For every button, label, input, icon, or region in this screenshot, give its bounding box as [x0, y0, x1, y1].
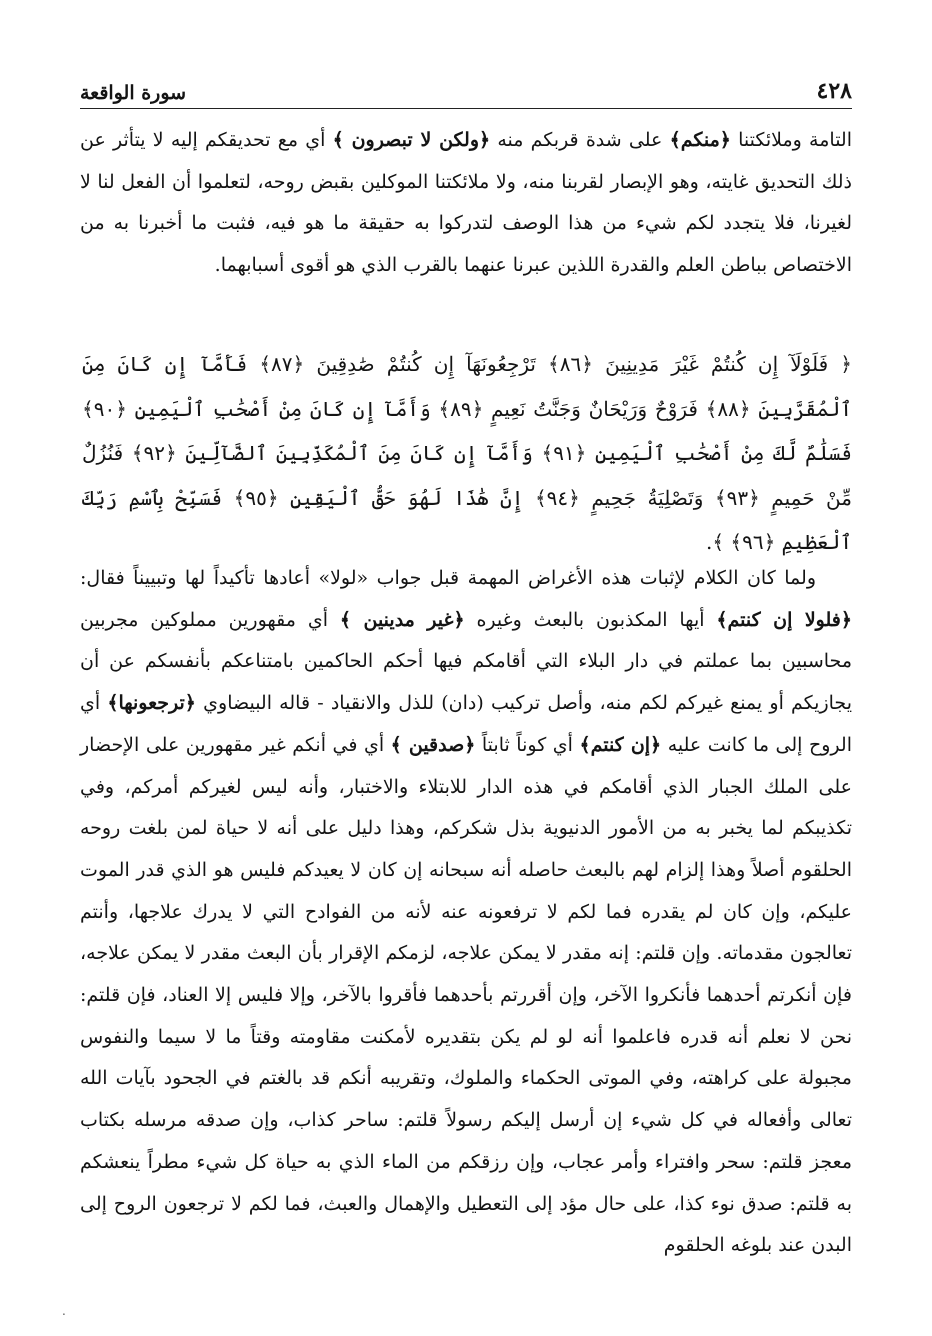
paragraph-text	[80, 558, 852, 1267]
surah-title: سورة الواقعة	[80, 82, 187, 104]
quran-quote: ﴿ترجعونها﴾	[107, 692, 196, 715]
text-run: أي مع تحديقكم إليه لا يتأثر عن ذلك التحديق غايته، وهو الإبصار لقربنا منه، ولا ملائكتنا الموكلين بقبض روحه، لتعلموا أن الفعل لنا لا لغيرنا، فلا يتجدد لكم شيء من هذا الوصف لتدركوا به حقيقة ما هو فيه، فثبت ما أخبرنا به من الاختصاص بباطن العلم والقدرة اللذين عبرنا عنهما بالقرب الذي هو أقوى أسبابهما.	[80, 129, 852, 277]
header-rule	[80, 108, 852, 109]
text-run: أي في أنكم غير مقهورين على الإحضار على الملك الجبار الذي أقامكم في هذه الدار للابتلاء والاختبار، وأنه ليس لغيركم أمركم، وفي تكذيبكم لما يخبر به من الأمور الدنيوية بذل شكركم، وهذا دليل على أنه لا حياة لمن بلغت روحه الحلقوم أصلاً وهذا إلزام لهم بالبعث حاصله أنه سبحانه إن كان لا يعيدكم فليس هو الذي قدر الموت عليكم، وإن كان لم يقدره فما لكم لا ترفعونه عنه لأنه من الفوادح التي لا يدرك علاجها، وأنتم تعالجون مقدماته. وإن قلتم: إنه مقدر لا يمكن علاجه، لزمكم الإقرار بأن البعث مقدر لا يمكن علاجه، فإن أنكرتم أحدهما فأنكروا الآخر، وإن أقررتم بأحدهما فأقروا بالآخر، وإلا فليس إلا العناد، فإن قلتم: نحن لا نعلم أنه قدره فاعلموا أنه لو لم يكن بتقديره لأمكنت مقاومته وقتاً ما لا سيما والنفوس مجبولة على كراهته، وفي الموتى الحكماء والملوك، وتقريبه أنكم قد بالغتم في الجحود بآيات الله تعالى وأفعاله في كل شيء إن أرسل إليكم رسولاً قلتم: ساحر كذاب، وإن صدقه مرسله بكتاب معجز قلتم: سحر وافتراء وأمر عجاب، وإن رزقكم من الماء الذي به حياة كل شيء مطراً ينعشكم به قلتم: صدق نوء كذا، على حال مؤد إلى التعطيل والإهمال والعبث، فما لكم لا ترجعون الروح إلى البدن عند بلوغه الحلقوم	[80, 733, 852, 1257]
text-run: على شدة قربكم منه	[490, 129, 670, 151]
text-run: أي مقهورين مملوكين مجربين محاسبين بما عملتم في دار البلاء التي أقامكم فيها أحكم الحاكمين بامتناعكم بأنفسكم عن أن يجازيكم أو يمنع غيركم لكم منه، وأصل تركيب (دان) للذل والانقياد - قاله البيضاوي	[80, 608, 852, 715]
quran-quote: ﴿غير مدينين ﴾	[339, 608, 465, 631]
quran-quote: ﴿ولكن لا تبصرون ﴾	[332, 129, 491, 151]
page-number: ٤٢٨	[816, 78, 852, 104]
quran-quote: ﴿صدقين ﴾	[390, 733, 476, 756]
quran-quote: ﴿فلولا إن كنتم﴾	[716, 608, 852, 631]
commentary-paragraph-2	[80, 558, 852, 1267]
text-run: أي الروح إلى ما كانت عليه	[80, 692, 852, 756]
quran-verses-text: ﴿ فَلَوْلَآ إِن كُنتُمْ غَيْرَ مَدِينِينَ ﴿٨٦﴾ تَرْجِعُونَهَآ إِن كُنتُمْ صَٰدِقِينَ ﴿٨٧﴾ فَأَمَّآ إِن كَانَ مِنَ ٱلْمُقَرَّبِينَ ﴿٨٨﴾ فَرَوْحٌ وَرَيْحَانٌ وَجَنَّتُ نَعِيمٍ ﴿٨٩﴾ وَأَمَّآ إِن كَانَ مِنْ أَصْحَٰبِ ٱلْيَمِينِ ﴿٩٠﴾ فَسَلَٰمٌ لَّكَ مِنْ أَصْحَٰبِ ٱلْيَمِينِ ﴿٩١﴾ وَأَمَّآ إِن كَانَ مِنَ ٱلْمُكَذِّبِينَ ٱلضَّآلِّينَ ﴿٩٢﴾ فَنُزُلٌ مِّنْ حَمِيمٍ ﴿٩٣﴾ وَتَصْلِيَةُ جَحِيمٍ ﴿٩٤﴾ إِنَّ هَٰذَا لَهُوَ حَقُّ ٱلْيَقِينِ ﴿٩٥﴾ فَسَبِّحْ بِٱسْمِ رَبِّكَ ٱلْعَظِيمِ ﴿٩٦﴾ ﴾.	[82, 352, 853, 554]
paragraph-text	[80, 120, 852, 287]
quran-verses-block	[82, 342, 852, 565]
quran-quote: ﴿إن كنتم﴾	[579, 733, 662, 756]
text-run: أيها المكذبون بالبعث وغيره	[464, 608, 717, 631]
commentary-paragraph-1	[80, 120, 852, 287]
text-run: التامة وملائكتنا	[730, 129, 852, 151]
text-run: أي كوناً ثابتاً	[475, 733, 580, 756]
quran-quote: ﴿منكم﴾	[669, 129, 731, 151]
footer-mark: .	[62, 1304, 66, 1318]
text-run: ولما كان الكلام لإثبات هذه الأغراض المهمة قبل جواب «لولا» أعادها تأكيداً لها وتبييناً فقال:	[80, 567, 816, 589]
page-header	[80, 76, 852, 104]
